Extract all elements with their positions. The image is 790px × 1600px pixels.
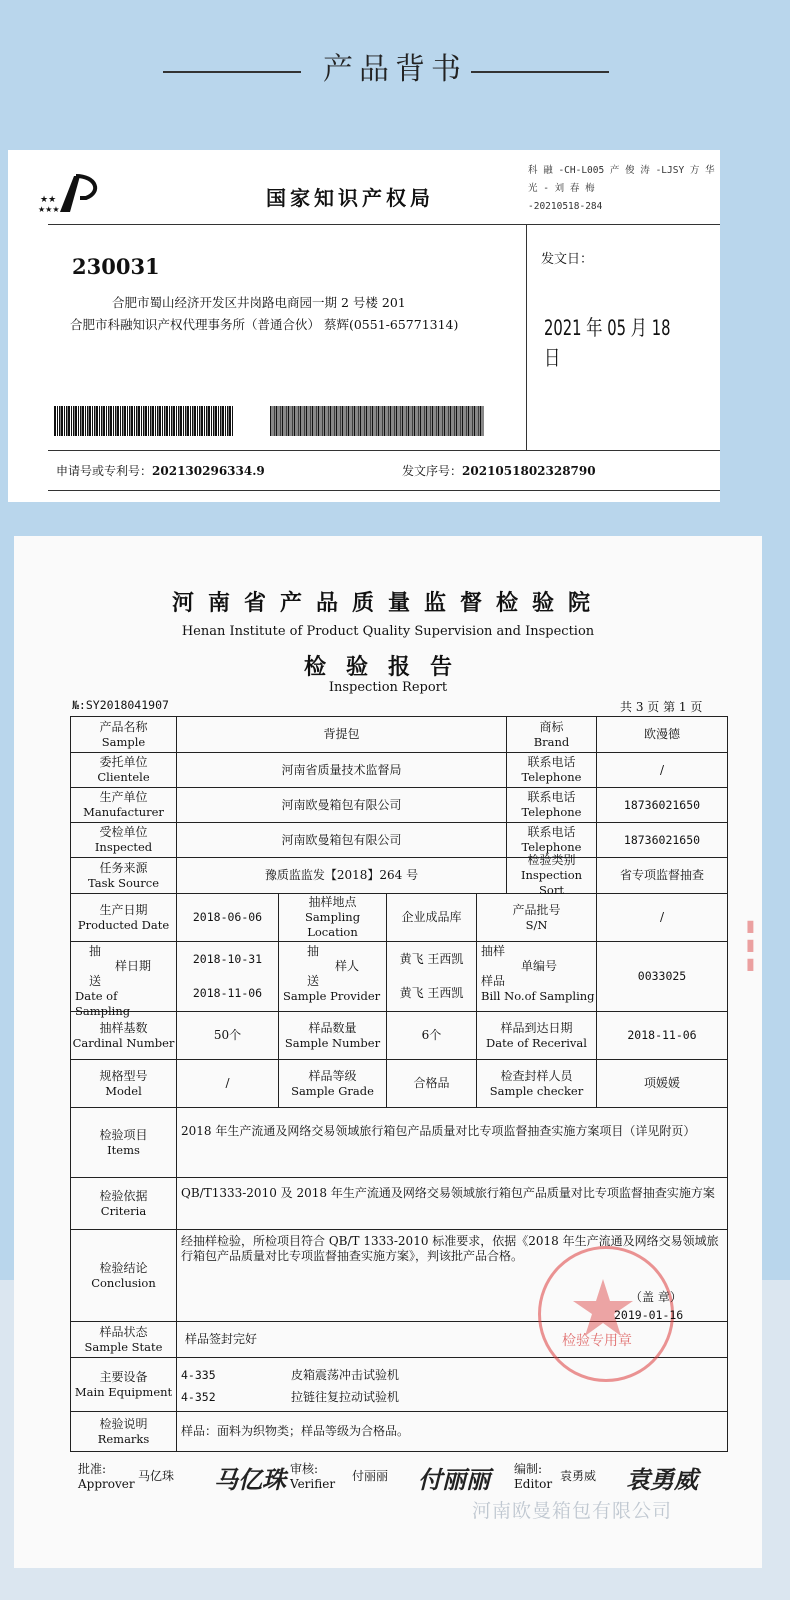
address-line: 合肥市科融知识产权代理事务所（普通合伙） 蔡辉(0551-65771314) <box>70 317 459 332</box>
reference-codes <box>528 162 720 216</box>
divider <box>526 224 527 450</box>
label-text-en: Date of Sampling <box>75 989 131 1018</box>
label-text: 委托单位 <box>99 755 148 769</box>
divider <box>48 450 720 451</box>
seal-date: 2019-01-16 <box>614 1308 684 1322</box>
label-bill-no <box>477 942 597 1012</box>
label-remarks <box>71 1412 177 1451</box>
equipment-row <box>181 1364 399 1386</box>
label-text-en: Sample Number <box>284 1035 381 1050</box>
label-text-en: S/N <box>525 917 548 932</box>
svg-text:★★: ★★ <box>40 195 57 205</box>
label-text-en: Producted Date <box>77 917 170 932</box>
label-text-en: Sample State <box>84 1339 163 1354</box>
label-sample-checker <box>477 1060 597 1108</box>
label-text-en: Verifier <box>290 1477 336 1491</box>
label-text-en: Manufacturer <box>83 805 164 819</box>
seal-text: 检验专用章 <box>562 1333 632 1349</box>
value-date-of-receival: 2018-11-06 <box>597 1012 727 1060</box>
label-text-en: Model <box>105 1083 142 1098</box>
label-text-en: Sample checker <box>489 1083 584 1098</box>
office-name: 国家知识产权局 <box>266 186 434 210</box>
label-text-en: Inspected <box>94 840 153 854</box>
value-sample-checker: 项媛媛 <box>597 1060 727 1108</box>
label-text: 单编号 <box>521 959 558 973</box>
label-sample-number <box>279 1012 387 1060</box>
label-text-en: Clientele <box>97 770 150 784</box>
label-text: 样品到达日期 <box>500 1020 573 1035</box>
label-text-en: Remarks <box>97 1431 150 1446</box>
address-block <box>70 292 458 336</box>
serial-number <box>402 462 596 479</box>
value-cardinal-number: 50个 <box>177 1012 279 1060</box>
sampling-date: 2018-10-31 <box>192 951 263 966</box>
label-text: 送 <box>89 974 102 988</box>
header-rule-right <box>471 71 609 73</box>
barcode-icon <box>270 406 484 436</box>
label-text: 生产日期 <box>99 902 148 917</box>
postcode: 230031 <box>72 254 160 279</box>
label-text-en: Approver <box>78 1477 135 1491</box>
label-text: 规格型号 <box>99 1068 148 1083</box>
value-items: 2018 年生产流通及网络交易领域旅行箱包产品质量对比专项监督抽查实施方案项目（详见附页） <box>177 1108 727 1178</box>
label-text: 抽样基数 <box>99 1020 148 1035</box>
label-inspection-sort <box>507 853 597 897</box>
divider <box>48 224 720 225</box>
value-sn: / <box>597 894 727 942</box>
label-producted-date <box>71 894 177 942</box>
label-text: 检查封样人员 <box>500 1068 573 1083</box>
equipment-row <box>181 1386 399 1408</box>
label-text: 检验类别 <box>527 853 576 867</box>
value-bill-no: 0033025 <box>597 942 727 1012</box>
label-sampling-location <box>279 894 387 942</box>
label-text-en: Cardinal Number <box>72 1035 175 1050</box>
label-text: 检验依据 <box>99 1188 148 1203</box>
serial-value: 2021051802328790 <box>462 464 596 478</box>
label-text: 样品等级 <box>308 1068 357 1083</box>
label-text-en: Date of Recerival <box>486 1035 587 1050</box>
label-text: 抽 <box>89 944 102 958</box>
label-text-en: Bill No.of Sampling <box>481 989 595 1003</box>
approver-signature: 马亿珠 <box>214 1465 286 1494</box>
seal-note: （盖 章） <box>630 1290 682 1304</box>
label-text-en: Editor <box>514 1477 553 1491</box>
value-sampling-location: 企业成品库 <box>387 894 477 942</box>
label-main-equipment <box>71 1358 177 1412</box>
ref-line: 科 融 -CH-L005 产 俊 涛 -LJSY 方 华 光 - 刘 春 梅 <box>528 165 715 194</box>
label-text-en: Main Equipment <box>74 1384 173 1399</box>
label-sample <box>71 717 177 753</box>
label-text-en: Sample Provider <box>283 989 381 1003</box>
equipment-code: 4-352 <box>181 1390 216 1404</box>
label-telephone <box>507 753 597 788</box>
value-sample-state: 样品签封完好 <box>177 1322 727 1358</box>
label-text: 样人 <box>335 959 360 973</box>
institute-name-en: Henan Institute of Product Quality Supervision and Inspection <box>181 624 595 639</box>
report-title-en: Inspection Report <box>328 680 448 695</box>
label-text-en: Sample Grade <box>291 1083 374 1098</box>
label-text: 联系电话 <box>527 825 576 839</box>
label-text: 联系电话 <box>527 755 576 769</box>
value-sample-grade: 合格品 <box>387 1060 477 1108</box>
label-sample-state <box>71 1322 177 1358</box>
value-remarks: 样品：面料为织物类；样品等级为合格品。 <box>181 1424 410 1438</box>
label-items <box>71 1108 177 1178</box>
value-criteria: QB/T1333-2010 及 2018 年生产流通及网络交易领域旅行箱包产品质量对比专项监督抽查实施方案 <box>177 1178 727 1230</box>
label-text: 产品批号 <box>512 902 561 917</box>
value-manufacturer: 河南欧曼箱包有限公司 <box>177 788 507 823</box>
approver-label <box>78 1462 135 1492</box>
application-number <box>56 462 265 479</box>
label-text: 联系电话 <box>527 790 576 804</box>
verifier-label <box>290 1462 335 1492</box>
label-text: 主要设备 <box>99 1369 148 1384</box>
label-text-en: Sample <box>101 734 146 749</box>
label-cardinal-number <box>71 1012 177 1060</box>
barcode-icon <box>54 406 234 436</box>
institute-name: 河南省产品质量监督检验院 <box>171 591 604 616</box>
svg-text:★★★: ★★★ <box>38 205 60 214</box>
label-text: 抽样地点 <box>308 895 357 909</box>
label-task-source <box>71 858 177 894</box>
label-clientele <box>71 753 177 788</box>
label-text: 检验项目 <box>99 1127 148 1142</box>
label-text-en: Task Source <box>87 875 160 890</box>
report-title: 检验报告 <box>303 655 472 680</box>
editor-name: 袁勇威 <box>560 1469 597 1483</box>
label-conclusion <box>71 1230 177 1322</box>
ref-line: -20210518-284 <box>528 201 603 212</box>
label-telephone <box>507 788 597 823</box>
label-text: 抽 <box>307 944 320 958</box>
label-inspected <box>71 823 177 858</box>
edge-stamp-fragment: ▮ ▮ ▮ <box>746 916 755 973</box>
value-brand: 欧漫德 <box>597 717 727 753</box>
label-text: 样品 <box>481 974 506 988</box>
inspection-report <box>14 536 762 1568</box>
value-telephone: / <box>597 753 727 788</box>
label-text-en: Inspection Sort <box>520 868 583 897</box>
page-count: 共 3 页 第 1 页 <box>620 700 703 714</box>
editor-label <box>514 1462 552 1492</box>
send-date: 2021 年 05 月 18 日 <box>544 316 671 370</box>
label-text-en: Conclusion <box>91 1275 156 1290</box>
label-text-en: Sampling Location <box>304 910 361 939</box>
label-brand <box>507 717 597 753</box>
value-date-of-sampling <box>177 942 279 1012</box>
app-no-label: 申请号或专利号： <box>56 464 153 478</box>
value-conclusion: 经抽样检验，所检项目符合 QB/T 1333-2010 标准要求，依据《2018 年生产流通及网络交易领域旅行箱包产品质量对比专项监督抽查实施方案》，判该批产品合格。 <box>177 1230 727 1322</box>
label-text: 产品名称 <box>99 719 148 734</box>
label-sample-provider <box>279 942 387 1012</box>
value-sample-number: 6个 <box>387 1012 477 1060</box>
label-text: 样日期 <box>115 959 152 973</box>
equipment-name: 皮箱震荡冲击试验机 <box>291 1368 400 1382</box>
serial-label: 发文序号： <box>402 464 463 478</box>
label-text: 生产单位 <box>99 790 148 804</box>
send-date-label: 发文日： <box>541 252 594 267</box>
verifier-signature: 付丽丽 <box>418 1465 490 1494</box>
label-sn <box>477 894 597 942</box>
label-text-en: Brand <box>533 734 570 749</box>
label-text: 抽样 <box>481 944 506 958</box>
divider <box>48 490 720 491</box>
label-text: 批准: <box>78 1462 107 1476</box>
editor-signature: 袁勇威 <box>626 1465 698 1494</box>
label-text-en: Telephone <box>521 840 582 854</box>
section-title: 产品背书 <box>323 52 467 87</box>
value-inspected: 河南欧曼箱包有限公司 <box>177 823 507 858</box>
label-sample-grade <box>279 1060 387 1108</box>
label-text: 商标 <box>539 719 564 734</box>
label-text: 编制: <box>514 1462 543 1476</box>
label-text: 样品状态 <box>99 1324 148 1339</box>
label-text-en: Criteria <box>100 1203 147 1218</box>
value-inspection-sort: 省专项监督抽查 <box>597 858 727 894</box>
approver-name: 马亿珠 <box>138 1469 175 1483</box>
label-text: 送 <box>307 974 320 988</box>
label-text: 检验结论 <box>99 1260 148 1275</box>
value-sample: 背提包 <box>177 717 507 753</box>
sender-names: 黄飞 王西凯 <box>399 986 464 1001</box>
value-model: / <box>177 1060 279 1108</box>
label-date-of-receival <box>477 1012 597 1060</box>
label-text: 审核: <box>290 1462 319 1476</box>
label-text: 受检单位 <box>99 825 148 839</box>
sampler-names: 黄飞 王西凯 <box>399 951 464 966</box>
value-clientele: 河南省质量技术监督局 <box>177 753 507 788</box>
verifier-name: 付丽丽 <box>352 1469 389 1483</box>
address-line: 合肥市蜀山经济开发区井岗路电商园一期 2 号楼 201 <box>112 295 406 310</box>
label-text-en: Items <box>107 1142 140 1157</box>
company-watermark: 河南欧曼箱包有限公司 <box>472 1500 673 1522</box>
value-telephone: 18736021650 <box>597 823 727 858</box>
value-producted-date: 2018-06-06 <box>177 894 279 942</box>
value-sample-provider <box>387 942 477 1012</box>
cnipa-logo-icon <box>36 172 106 216</box>
equipment-name: 拉链往复拉动试验机 <box>291 1390 400 1404</box>
label-model <box>71 1060 177 1108</box>
label-manufacturer <box>71 788 177 823</box>
patent-notice <box>8 150 720 502</box>
sending-date: 2018-11-06 <box>192 986 263 1001</box>
label-criteria <box>71 1178 177 1230</box>
equipment-code: 4-335 <box>181 1368 216 1382</box>
label-text: 样品数量 <box>308 1020 357 1035</box>
label-text-en: Telephone <box>521 770 582 784</box>
value-task-source: 豫质监监发【2018】264 号 <box>177 858 507 894</box>
value-telephone: 18736021650 <box>597 788 727 823</box>
label-text: 检验说明 <box>99 1416 148 1431</box>
section-header <box>0 0 790 140</box>
label-text-en: Telephone <box>521 805 582 819</box>
label-text: 任务来源 <box>99 860 148 875</box>
app-no-value: 202130296334.9 <box>152 464 265 478</box>
report-number: №:SY2018041907 <box>72 698 169 712</box>
label-date-of-sampling <box>71 942 177 1018</box>
